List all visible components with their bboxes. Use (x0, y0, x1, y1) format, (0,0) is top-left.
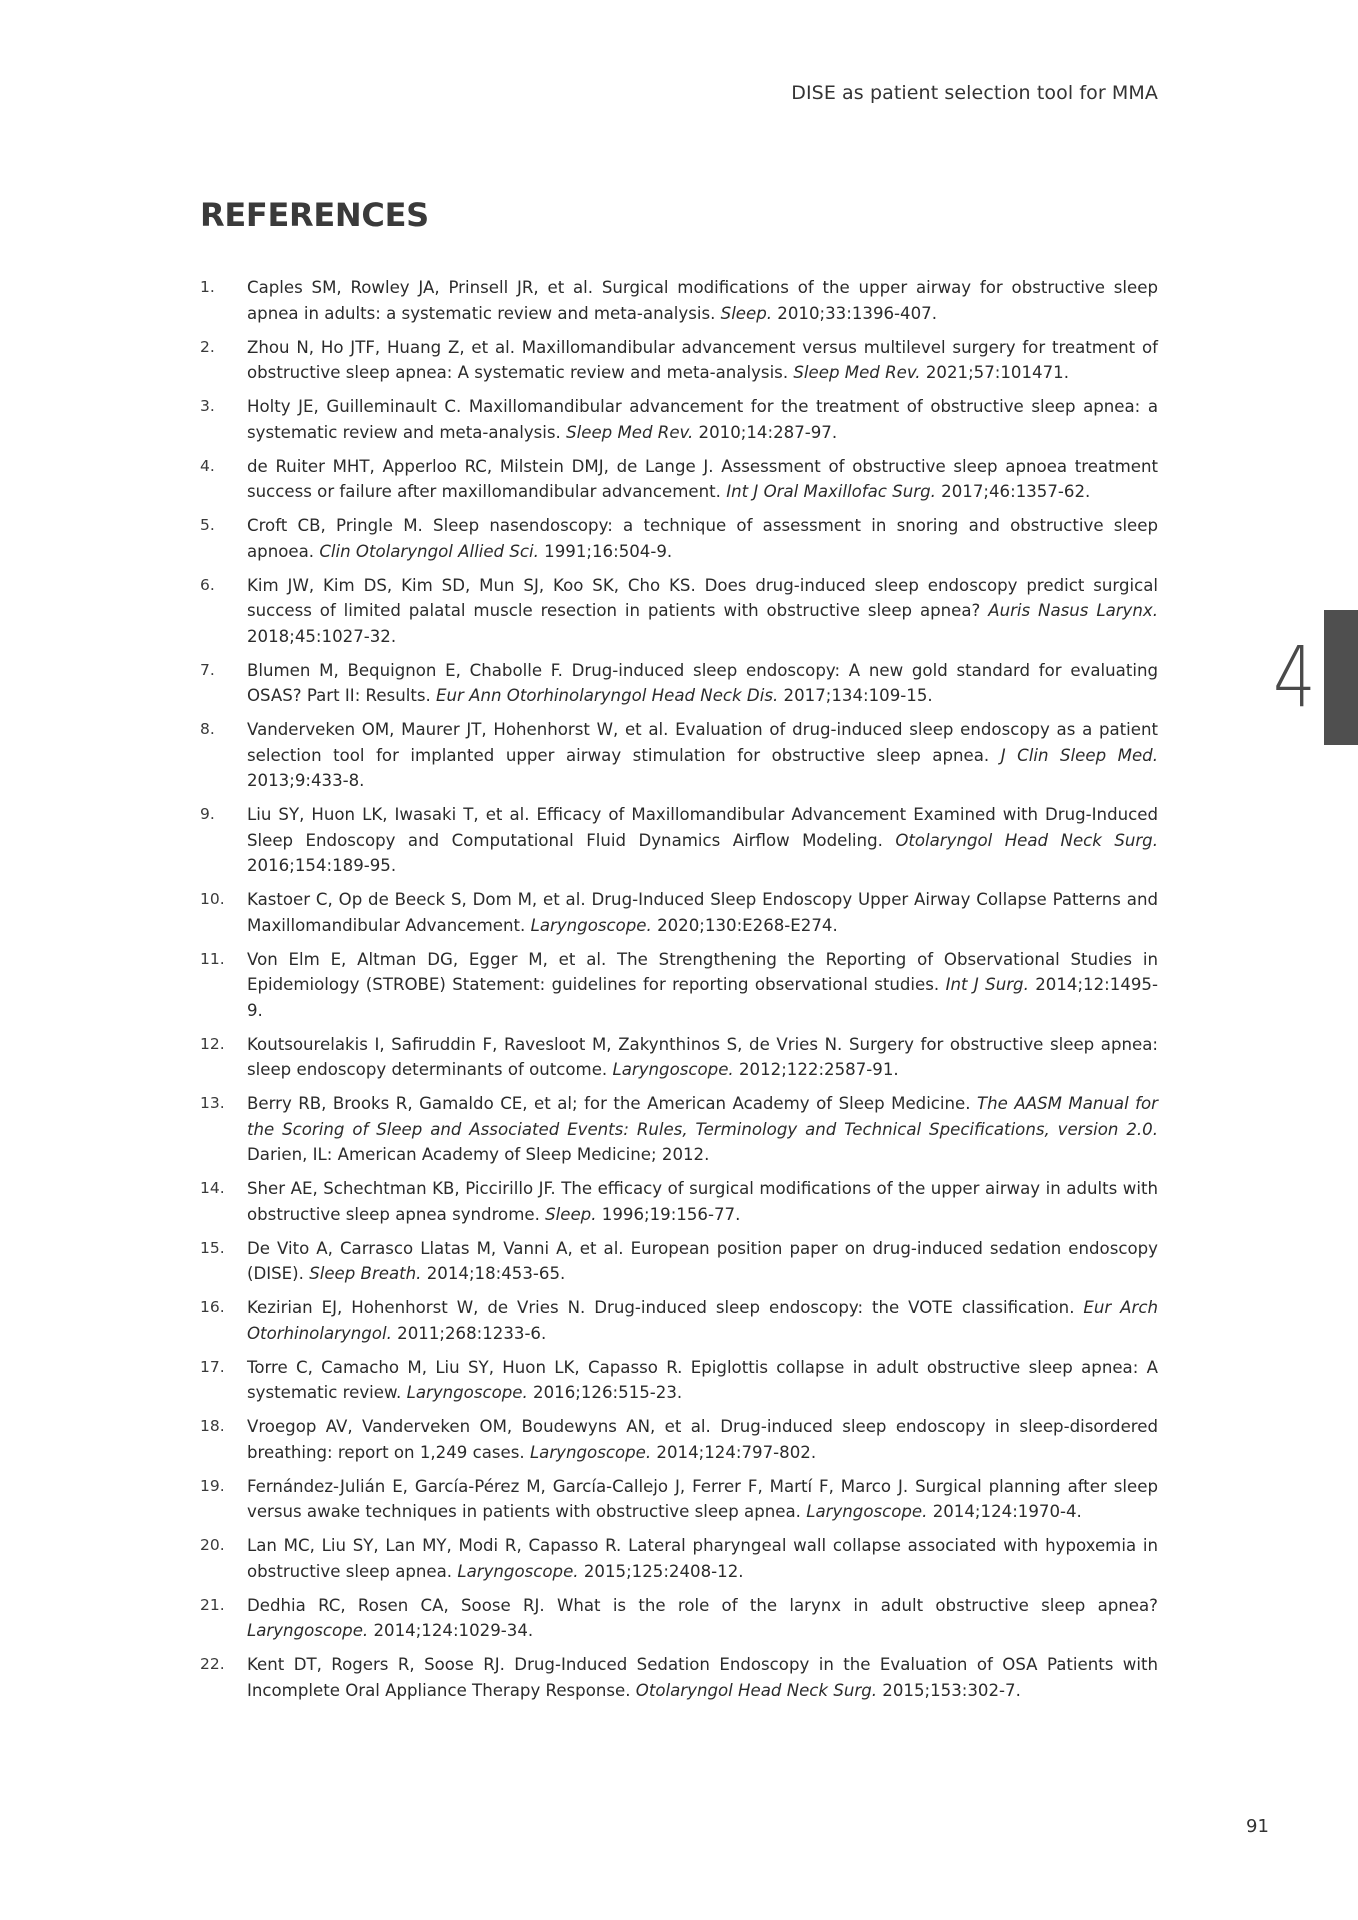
reference-number: 18. (200, 1417, 225, 1435)
reference-number: 1. (200, 278, 215, 296)
reference-number: 8. (200, 720, 215, 738)
reference-item (200, 1652, 1158, 1703)
reference-item (200, 454, 1158, 505)
reference-journal: Sleep Med Rev. (793, 363, 921, 382)
reference-text (247, 1032, 1158, 1083)
reference-item (200, 1414, 1158, 1465)
reference-number: 19. (200, 1476, 225, 1495)
reference-segment: Caples SM, Rowley JA, Prinsell JR, et al. Surgical modifications of the upper airway for obstructive sleep apnea in adults: a systematic review and meta-analysis. (247, 278, 1158, 323)
reference-segment: Vroegop AV, Vanderveken OM, Boudewyns AN, et al. Drug-induced sleep endoscopy in sleep-disordered breathing: report on 1,249 cases. (247, 1417, 1158, 1462)
reference-journal: Eur Arch Otorhinolaryngol. (247, 1298, 1158, 1343)
reference-number: 21. (200, 1595, 225, 1614)
reference-segment: Blumen M, Bequignon E, Chabolle F. Drug-induced sleep endoscopy: A new gold standard for evaluating OSAS? Part II: Results. (247, 660, 1158, 705)
reference-segment: 2016;126:515-23. (527, 1383, 683, 1402)
reference-text (247, 1295, 1158, 1346)
reference-segment: Darien, IL: American Academy of Sleep Medicine; 2012. (247, 1145, 710, 1164)
reference-number: 10. (200, 890, 225, 908)
reference-text (247, 1414, 1158, 1465)
reference-item (200, 947, 1158, 1024)
reference-segment: Sher AE, Schechtman KB, Piccirillo JF. The efficacy of surgical modifications of the upper airway in adults with obstructive sleep apnea syndrome. (247, 1179, 1158, 1224)
reference-segment: Vanderveken OM, Maurer JT, Hohenhorst W, et al. Evaluation of drug-induced sleep endoscopy as a patient selection tool for implanted upper airway stimulation for obstructive sleep apnea. (247, 720, 1158, 765)
reference-segment: 2014;12:1495-9. (247, 975, 1158, 1020)
reference-segment: 1996;19:156-77. (596, 1204, 741, 1224)
reference-segment: Kim JW, Kim DS, Kim SD, Mun SJ, Koo SK, Cho KS. Does drug-induced sleep endoscopy predict surgical success of limited palatal muscle resection in patients with obstructive sleep apnea? (247, 575, 1158, 620)
reference-number: 7. (200, 660, 215, 679)
reference-segment: Kastoer C, Op de Beeck S, Dom M, et al. Drug-Induced Sleep Endoscopy Upper Airway Collapse Patterns and Maxillomandibular Advancement. (247, 890, 1158, 935)
running-head: DISE as patient selection tool for MMA (791, 82, 1158, 104)
reference-item (200, 1474, 1158, 1525)
reference-text (247, 802, 1158, 879)
reference-text (247, 1474, 1158, 1525)
reference-text (247, 335, 1158, 386)
reference-number: 4. (200, 456, 215, 475)
reference-item (200, 394, 1158, 445)
reference-number: 20. (200, 1536, 225, 1554)
reference-journal: Laryngoscope. (806, 1502, 928, 1521)
reference-text (247, 573, 1158, 650)
reference-number: 3. (200, 397, 215, 415)
reference-segment: 2013;9:433-8. (247, 771, 365, 790)
reference-item (200, 1533, 1158, 1584)
reference-number: 22. (200, 1655, 225, 1673)
page-number: 91 (1246, 1816, 1269, 1837)
reference-journal: Laryngoscope. (457, 1561, 579, 1581)
reference-journal: Sleep. (545, 1204, 597, 1224)
reference-journal: Laryngoscope. (247, 1621, 369, 1640)
reference-journal: Int J Oral Maxillofac Surg. (726, 482, 936, 501)
reference-segment: 2020;130:E268-E274. (651, 915, 838, 935)
reference-segment: 2015;153:302-7. (877, 1680, 1021, 1700)
reference-list (200, 275, 1158, 1712)
reference-item (200, 887, 1158, 938)
reference-text (247, 513, 1158, 564)
reference-segment: de Ruiter MHT, Apperloo RC, Milstein DMJ, de Lange J. Assessment of obstructive sleep apnoea treatment success or failure after maxillomandibular advancement. (247, 456, 1158, 501)
reference-segment: Koutsourelakis I, Safiruddin F, Ravesloot M, Zakynthinos S, de Vries N. Surgery for obstructive sleep apnea: sleep endoscopy determinants of outcome. (247, 1034, 1158, 1079)
reference-item (200, 1032, 1158, 1083)
reference-text (247, 1652, 1158, 1703)
chapter-number: 4 (1273, 628, 1316, 726)
reference-text (247, 887, 1158, 938)
reference-journal: Clin Otolaryngol Allied Sci. (319, 541, 539, 561)
reference-text (247, 1355, 1158, 1406)
chapter-tab (1324, 610, 1358, 745)
reference-segment: Kent DT, Rogers R, Soose RJ. Drug-Induced Sedation Endoscopy in the Evaluation of OSA Patients with Incomplete Oral Appliance Therapy Response. (247, 1655, 1158, 1700)
reference-item (200, 802, 1158, 879)
reference-segment: 2012;122:2587-91. (733, 1060, 899, 1079)
reference-number: 5. (200, 516, 215, 534)
reference-segment: Von Elm E, Altman DG, Egger M, et al. The Strengthening the Reporting of Observational Studies in Epidemiology (STROBE) Statement: guidelines for reporting observational studies. (247, 949, 1158, 994)
reference-number: 6. (200, 575, 215, 594)
reference-number: 11. (200, 949, 225, 968)
reference-number: 14. (200, 1179, 225, 1197)
reference-segment: 2014;124:1970-4. (927, 1502, 1082, 1521)
reference-item (200, 717, 1158, 794)
reference-text (247, 1593, 1158, 1644)
reference-text (247, 394, 1158, 445)
reference-segment: 2010;33:1396-407. (772, 303, 937, 323)
reference-segment: 2015;125:2408-12. (578, 1561, 744, 1581)
reference-item (200, 275, 1158, 326)
reference-segment: 2010;14:287-97. (693, 422, 838, 442)
reference-number: 12. (200, 1034, 225, 1053)
reference-number: 16. (200, 1298, 225, 1316)
reference-segment: Lan MC, Liu SY, Lan MY, Modi R, Capasso R. Lateral pharyngeal wall collapse associated with hypoxemia in obstructive sleep apnea. (247, 1536, 1158, 1581)
reference-segment: 2017;46:1357-62. (935, 482, 1091, 501)
reference-item (200, 1091, 1158, 1168)
reference-number: 2. (200, 337, 215, 356)
reference-text (247, 275, 1158, 326)
reference-segment: 2017;134:109-15. (778, 686, 933, 705)
reference-journal: J Clin Sleep Med. (1000, 745, 1158, 765)
reference-journal: Laryngoscope. (612, 1060, 734, 1079)
reference-segment: Torre C, Camacho M, Liu SY, Huon LK, Capasso R. Epiglottis collapse in adult obstructive sleep apnea: A systematic review. (247, 1357, 1158, 1402)
reference-number: 13. (200, 1094, 225, 1112)
reference-item (200, 335, 1158, 386)
reference-segment: Liu SY, Huon LK, Iwasaki T, et al. Efficacy of Maxillomandibular Advancement Examined with Drug-Induced Sleep Endoscopy and Computational Fluid Dynamics Airflow Modeling. (247, 805, 1158, 850)
reference-journal: Laryngoscope. (406, 1383, 528, 1402)
reference-journal: Int J Surg. (945, 975, 1029, 994)
reference-item (200, 1355, 1158, 1406)
reference-segment: Dedhia RC, Rosen CA, Soose RJ. What is the role of the larynx in adult obstructive sleep apnea? (247, 1595, 1158, 1615)
reference-segment: Berry RB, Brooks R, Gamaldo CE, et al; for the American Academy of Sleep Medicine. (247, 1094, 978, 1113)
reference-text (247, 1236, 1158, 1287)
reference-segment: 1991;16:504-9. (538, 541, 673, 561)
reference-journal: Otolaryngol Head Neck Surg. (895, 830, 1158, 850)
reference-item (200, 1236, 1158, 1287)
reference-segment: Zhou N, Ho JTF, Huang Z, et al. Maxillomandibular advancement versus multilevel surgery for treatment of obstructive sleep apnea: A systematic review and meta-analysis. (247, 337, 1158, 382)
reference-journal: Laryngoscope. (529, 1442, 652, 1462)
reference-journal: Laryngoscope. (530, 915, 652, 935)
reference-text (247, 1176, 1158, 1227)
reference-item (200, 658, 1158, 709)
reference-item (200, 513, 1158, 564)
reference-item (200, 1176, 1158, 1227)
reference-journal: Sleep Med Rev. (566, 422, 694, 442)
reference-number: 15. (200, 1238, 225, 1257)
reference-segment: 2014;124:1029-34. (368, 1621, 534, 1640)
reference-segment: Croft CB, Pringle M. Sleep nasendoscopy: a technique of assessment in snoring and obstructive sleep apnoea. (247, 516, 1158, 561)
reference-text (247, 454, 1158, 505)
reference-segment: De Vito A, Carrasco Llatas M, Vanni A, et al. European position paper on drug-induced sedation endoscopy (DISE). (247, 1238, 1158, 1283)
reference-item (200, 573, 1158, 650)
reference-segment: Holty JE, Guilleminault C. Maxillomandibular advancement for the treatment of obstructive sleep apnea: a systematic review and meta-analysis. (247, 397, 1158, 442)
reference-item (200, 1593, 1158, 1644)
reference-segment: 2014;18:453-65. (421, 1264, 566, 1283)
reference-segment: 2016;154:189-95. (247, 856, 397, 875)
section-title: REFERENCES (200, 196, 429, 234)
reference-journal: Sleep Breath. (309, 1264, 422, 1283)
reference-item (200, 1295, 1158, 1346)
reference-segment: Fernández-Julián E, García-Pérez M, García-Callejo J, Ferrer F, Martí F, Marco J. Surgical planning after sleep versus awake techniques in patients with obstructive sleep apnea. (247, 1476, 1158, 1521)
reference-journal: Eur Ann Otorhinolaryngol Head Neck Dis. (436, 686, 779, 705)
reference-segment: Kezirian EJ, Hohenhorst W, de Vries N. Drug-induced sleep endoscopy: the VOTE classification. (247, 1298, 1084, 1317)
reference-segment: 2014;124:797-802. (651, 1442, 817, 1462)
reference-text (247, 1091, 1158, 1168)
reference-journal: Auris Nasus Larynx. (988, 601, 1158, 620)
reference-text (247, 658, 1158, 709)
reference-segment: 2018;45:1027-32. (247, 626, 397, 646)
reference-number: 9. (200, 805, 215, 823)
reference-number: 17. (200, 1357, 225, 1376)
reference-segment: 2021;57:101471. (920, 363, 1069, 382)
reference-journal: The AASM Manual for the Scoring of Sleep and Associated Events: Rules, Terminology and Technical Specifications, version 2.0. (247, 1094, 1158, 1139)
reference-text (247, 717, 1158, 794)
reference-journal: Otolaryngol Head Neck Surg. (635, 1680, 877, 1700)
reference-text (247, 1533, 1158, 1584)
reference-segment: 2011;268:1233-6. (391, 1323, 547, 1343)
reference-text (247, 947, 1158, 1024)
reference-journal: Sleep. (720, 303, 773, 323)
